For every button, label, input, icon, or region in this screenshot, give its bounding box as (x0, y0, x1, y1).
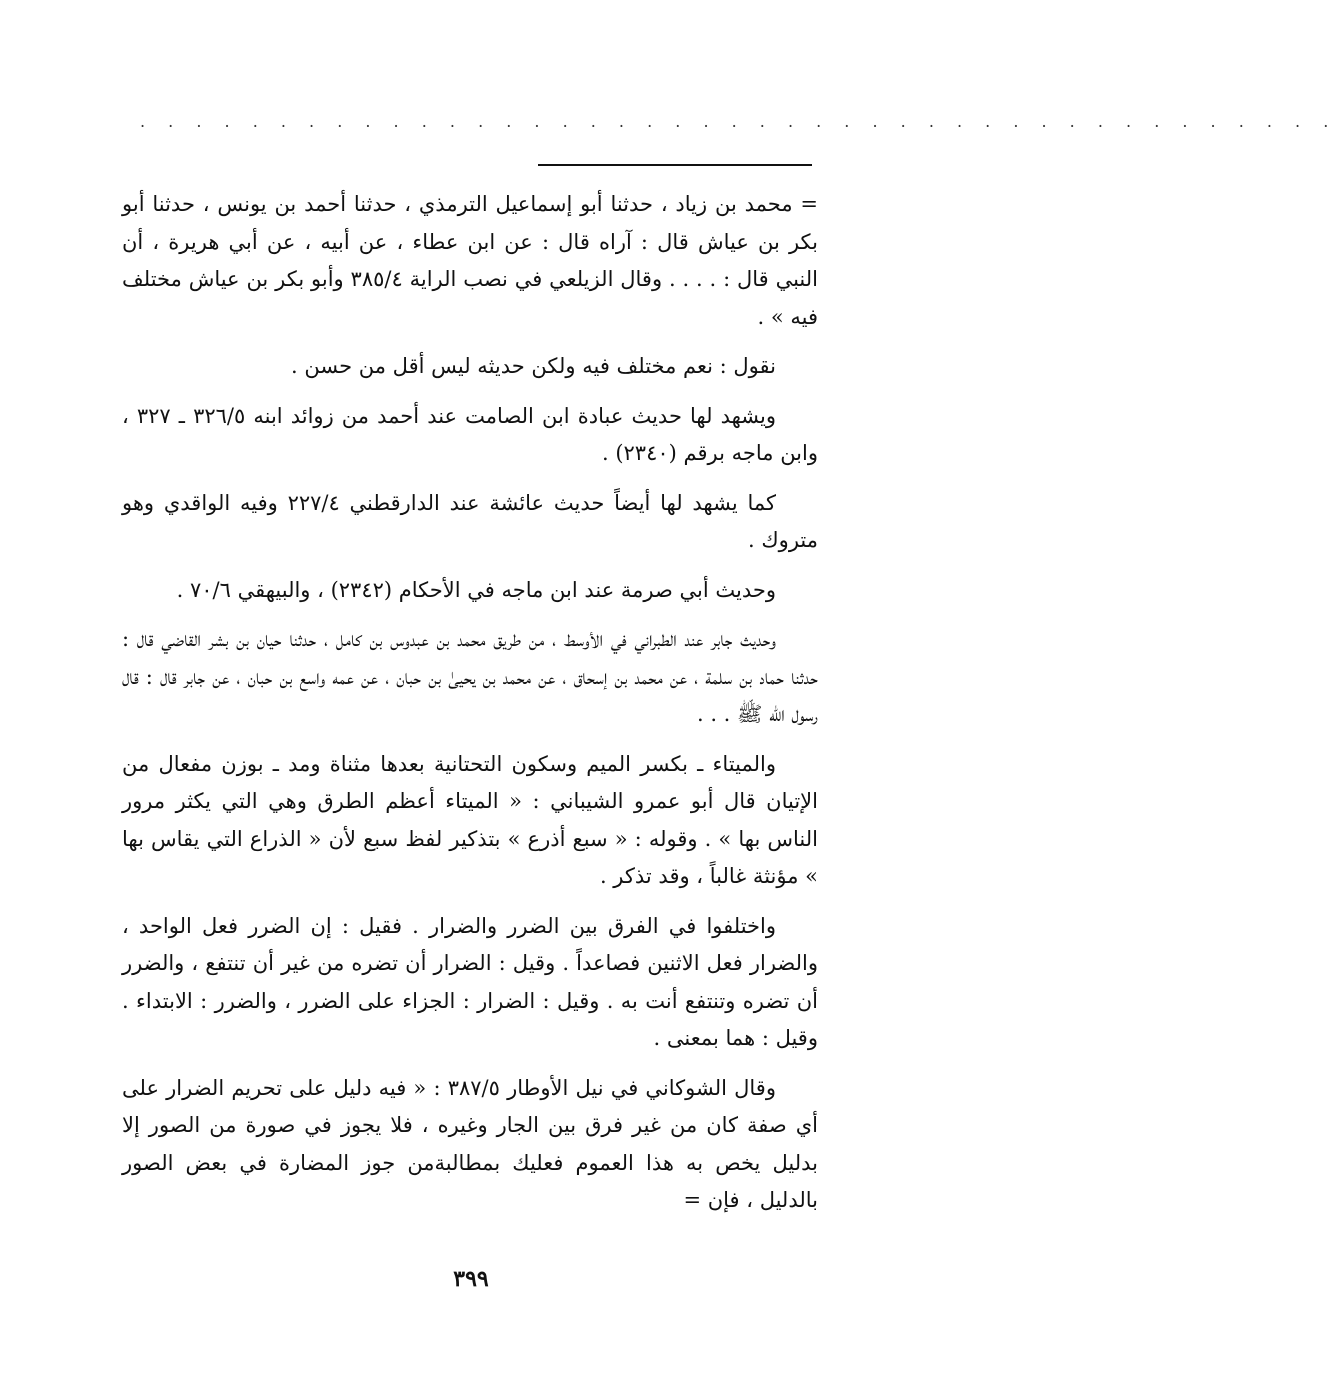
footnote-text (122, 186, 818, 1232)
paragraph: وحديث أبي صرمة عند ابن ماجه في الأحكام (٢٣٤٢) ، والبيهقي ٧٠/٦ . (176, 577, 776, 602)
paragraph: كما يشهد لها أيضاً حديث عائشة عند الدارقطني ٢٢٧/٤ وفيه الواقدي وهو متروك . (122, 490, 818, 552)
paragraph: نقول : نعم مختلف فيه ولكن حديثه ليس أقل من حسن . (291, 354, 776, 378)
footnote-rule (538, 164, 812, 166)
paragraph: والميتاء ـ بكسر الميم وسكون التحتانية بعدها مثناة ومد ـ بوزن مفعال من الإتيان قال أبو عمرو الشيباني : « الميتاء أعظم الطرق وهي التي يكثر مرور الناس بها » . وقوله : « سبع أذرع » بتذكير لفظ سبع لأن « الذراع التي يقاس بها » مؤنثة غالباً ، وقد تذكر . (122, 751, 818, 888)
paragraph: ويشهد لها حديث عبادة ابن الصامت عند أحمد من زوائد ابنه ٣٢٦/٥ ـ ٣٢٧ ، وابن ماجه برقم (٢٣٤٠) . (122, 403, 818, 465)
page-number: ٣٩٩ (453, 1266, 489, 1292)
dotted-separator: . . . . . . . . . . . . . . . . . . . . . . . . . . . . . . . . . . . . . . . . . . . (140, 112, 1337, 131)
paragraph: = محمد بن زياد ، حدثنا أبو إسماعيل الترمذي ، حدثنا أحمد بن يونس ، حدثنا أبو بكر بن عياش قال : آراه قال : عن ابن عطاء ، عن أبيه ، عن أبي هريرة ، أن النبي قال : . . . . وقال الزيلعي في نصب الراية ٣٨٥/٤ وأبو بكر بن عياش مختلف فيه » . (122, 192, 818, 329)
paragraph: واختلفوا في الفرق بين الضرر والضرار . فقيل : إن الضرر فعل الواحد ، والضرار فعل الاثنين فصاعداً . وقيل : الضرار أن تضره من غير أن تنتفع ، والضرر أن تضره وتنتفع أنت به . وقيل : الضرار : الجزاء على الضرر ، والضرر : الابتداء . وقيل : هما بمعنى . (122, 913, 818, 1050)
paragraph: وحديث جابر عند الطبراني في الأوسط ، من طريق محمد بن عبدوس بن كامل ، حدثنا حيان بن بشر القاضي قال : حدثنا حماد بن سلمة ، عن محمد بن إسحاق ، عن محمد بن يحيىٰ بن حبان ، عن عمه واسع بن حبان ، عن جابر قال : قال رسول الله ﷺ . . . (122, 627, 818, 726)
paragraph: وقال الشوكاني في نيل الأوطار ٣٨٧/٥ : « فيه دليل على تحريم الضرار على أي صفة كان من غير فرق بين الجار وغيره ، فلا يجوز في صورة من الصور إلا بدليل يخص به هذا العموم فعليك بمطالبةمن جوز المضارة في بعض الصور بالدليل ، فإن = (122, 1075, 818, 1212)
